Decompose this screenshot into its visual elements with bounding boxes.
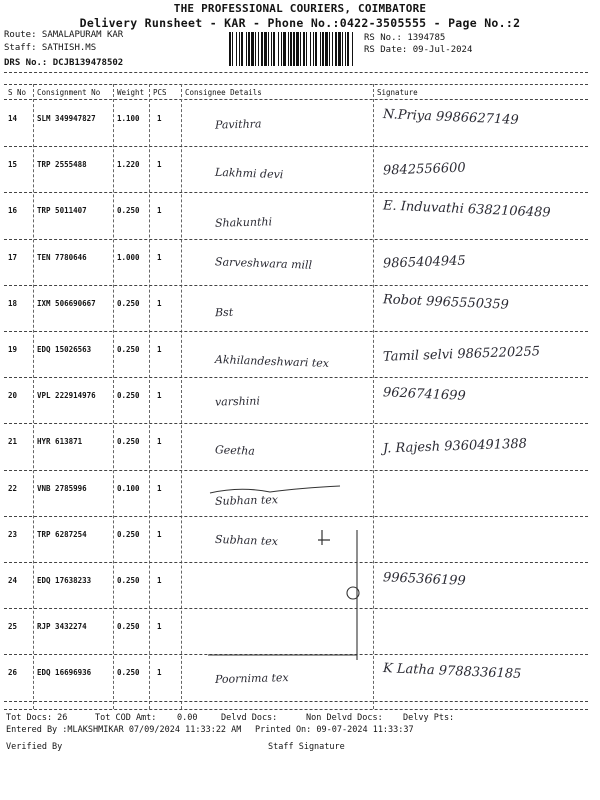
row-consignee: Sarveshwara mill	[214, 254, 313, 272]
row-sno: 15	[8, 160, 18, 170]
tot-docs: Tot Docs: 26	[6, 713, 68, 723]
row-consignment-no: TRP 5011407	[37, 206, 87, 216]
entered-by: Entered By :MLAKSHMIKAR 07/09/2024 11:33:22 AM	[6, 725, 242, 735]
row-signature: 9865404945	[382, 253, 466, 272]
row-signature: J. Rajesh 9360491388	[382, 436, 528, 457]
divider	[4, 709, 588, 710]
row-pcs: 1	[157, 114, 162, 123]
row-signature: 9626741699	[382, 385, 467, 404]
staff-signature: Staff Signature	[268, 742, 345, 752]
row-weight: 0.250	[117, 391, 140, 401]
row-weight: 0.250	[117, 576, 140, 585]
row-signature: 9842556600	[382, 160, 466, 179]
row-signature: Robot 9965550359	[382, 292, 510, 313]
row-consignment-no: RJP 3432274	[37, 622, 87, 632]
staff-label: Staff: SATHISH.MS	[4, 43, 97, 53]
row-sno: 22	[8, 483, 18, 493]
row-sno: 19	[8, 345, 18, 354]
tot-cod-amount: 0.00	[177, 713, 198, 723]
row-weight: 1.000	[117, 252, 140, 262]
row-sno: 18	[8, 298, 18, 308]
row-consignment-no: VPL 222914976	[37, 391, 96, 401]
row-pcs: 1	[157, 529, 162, 539]
row-pcs: 1	[157, 298, 162, 308]
row-pcs: 1	[157, 576, 162, 585]
row-pcs: 1	[157, 668, 162, 678]
row-signature: N.Priya 9986627149	[382, 107, 519, 128]
row-consignment-no: TEN 7780646	[37, 252, 87, 262]
runsheet-subtitle: Delivery Runsheet - KAR - Phone No.:0422-3505555 - Page No.:2	[79, 16, 521, 30]
row-consignee: Geetha	[214, 443, 256, 459]
row-pcs: 1	[157, 391, 162, 401]
row-consignment-no: EDQ 15026563	[37, 345, 92, 354]
tot-cod-label: Tot COD Amt:	[95, 713, 157, 723]
row-signature: Tamil selvi 9865220255	[382, 344, 541, 365]
row-sno: 16	[8, 206, 18, 216]
delvd-docs: Delvd Docs:	[221, 713, 278, 723]
row-sno: 25	[8, 622, 18, 632]
row-sno: 21	[8, 437, 18, 447]
printed-on: Printed On: 09-07-2024 11:33:37	[255, 725, 414, 735]
row-consignment-no: VNB 2785996	[37, 483, 87, 493]
row-weight: 0.100	[117, 483, 140, 493]
route-label: Route: SAMALAPURAM KAR	[4, 30, 124, 40]
delvy-pts: Delvy Pts:	[403, 713, 455, 723]
row-weight: 0.250	[117, 668, 140, 678]
drs-number: DRS No.: DCJB139478502	[4, 58, 124, 68]
row-signature: K Latha 9788336185	[382, 661, 522, 683]
row-consignment-no: EDQ 17638233	[37, 576, 92, 585]
row-sno: 14	[8, 114, 18, 123]
row-sno: 26	[8, 668, 18, 678]
row-consignee: Akhilandeshwari tex	[214, 353, 330, 370]
col-sno: S No	[8, 88, 27, 97]
row-consignee: varshini	[214, 394, 261, 409]
row-weight: 0.250	[117, 345, 140, 354]
row-consignment-no: IXM 506690667	[37, 298, 96, 308]
row-pcs: 1	[157, 160, 162, 170]
col-pcs: PCS	[153, 88, 167, 97]
row-weight: 0.250	[117, 437, 140, 447]
col-weight: Weight	[117, 88, 145, 97]
row-consignee: Subhan tex	[214, 532, 279, 548]
row-weight: 1.100	[117, 114, 140, 123]
row-consignment-no: TRP 2555488	[37, 160, 87, 170]
row-consignment-no: SLM 349947827	[37, 114, 96, 123]
row-pcs: 1	[157, 206, 162, 216]
row-consignee: Bst	[214, 305, 234, 320]
row-consignment-no: HYR 613871	[37, 437, 83, 447]
row-consignee: Pavithra	[214, 117, 262, 132]
row-consignment-no: EDQ 16696936	[37, 668, 92, 678]
row-pcs: 1	[157, 252, 162, 262]
row-consignee: Poornima tex	[214, 671, 289, 687]
row-sno: 20	[8, 391, 18, 401]
row-sno: 23	[8, 529, 18, 539]
runsheet-title: THE PROFESSIONAL COURIERS, COIMBATORE	[173, 2, 427, 15]
verified-by: Verified By	[6, 742, 63, 752]
row-signature: 9965366199	[382, 570, 467, 589]
col-consignment: Consignment No	[37, 88, 101, 97]
col-consignee: Consignee Details	[185, 88, 262, 97]
row-consignee: Subhan tex	[214, 492, 279, 508]
row-sno: 17	[8, 252, 18, 262]
non-delvd-docs: Non Delvd Docs:	[306, 713, 383, 723]
rs-date: RS Date: 09-Jul-2024	[364, 45, 473, 55]
row-consignment-no: TRP 6287254	[37, 529, 87, 539]
row-weight: 1.220	[117, 160, 140, 170]
row-weight: 0.250	[117, 206, 140, 216]
row-pcs: 1	[157, 437, 162, 447]
row-weight: 0.250	[117, 622, 140, 632]
rs-number: RS No.: 1394785	[364, 33, 446, 43]
row-sno: 24	[8, 576, 18, 585]
row-signature: E. Induvathi 6382106489	[382, 198, 551, 222]
row-pcs: 1	[157, 483, 162, 493]
row-weight: 0.250	[117, 529, 140, 539]
row-consignee: Shakunthi	[214, 215, 273, 231]
row-weight: 0.250	[117, 298, 140, 308]
row-pcs: 1	[157, 622, 162, 632]
col-signature: Signature	[377, 88, 418, 97]
row-pcs: 1	[157, 345, 162, 354]
row-consignee: Lakhmi devi	[214, 165, 284, 182]
